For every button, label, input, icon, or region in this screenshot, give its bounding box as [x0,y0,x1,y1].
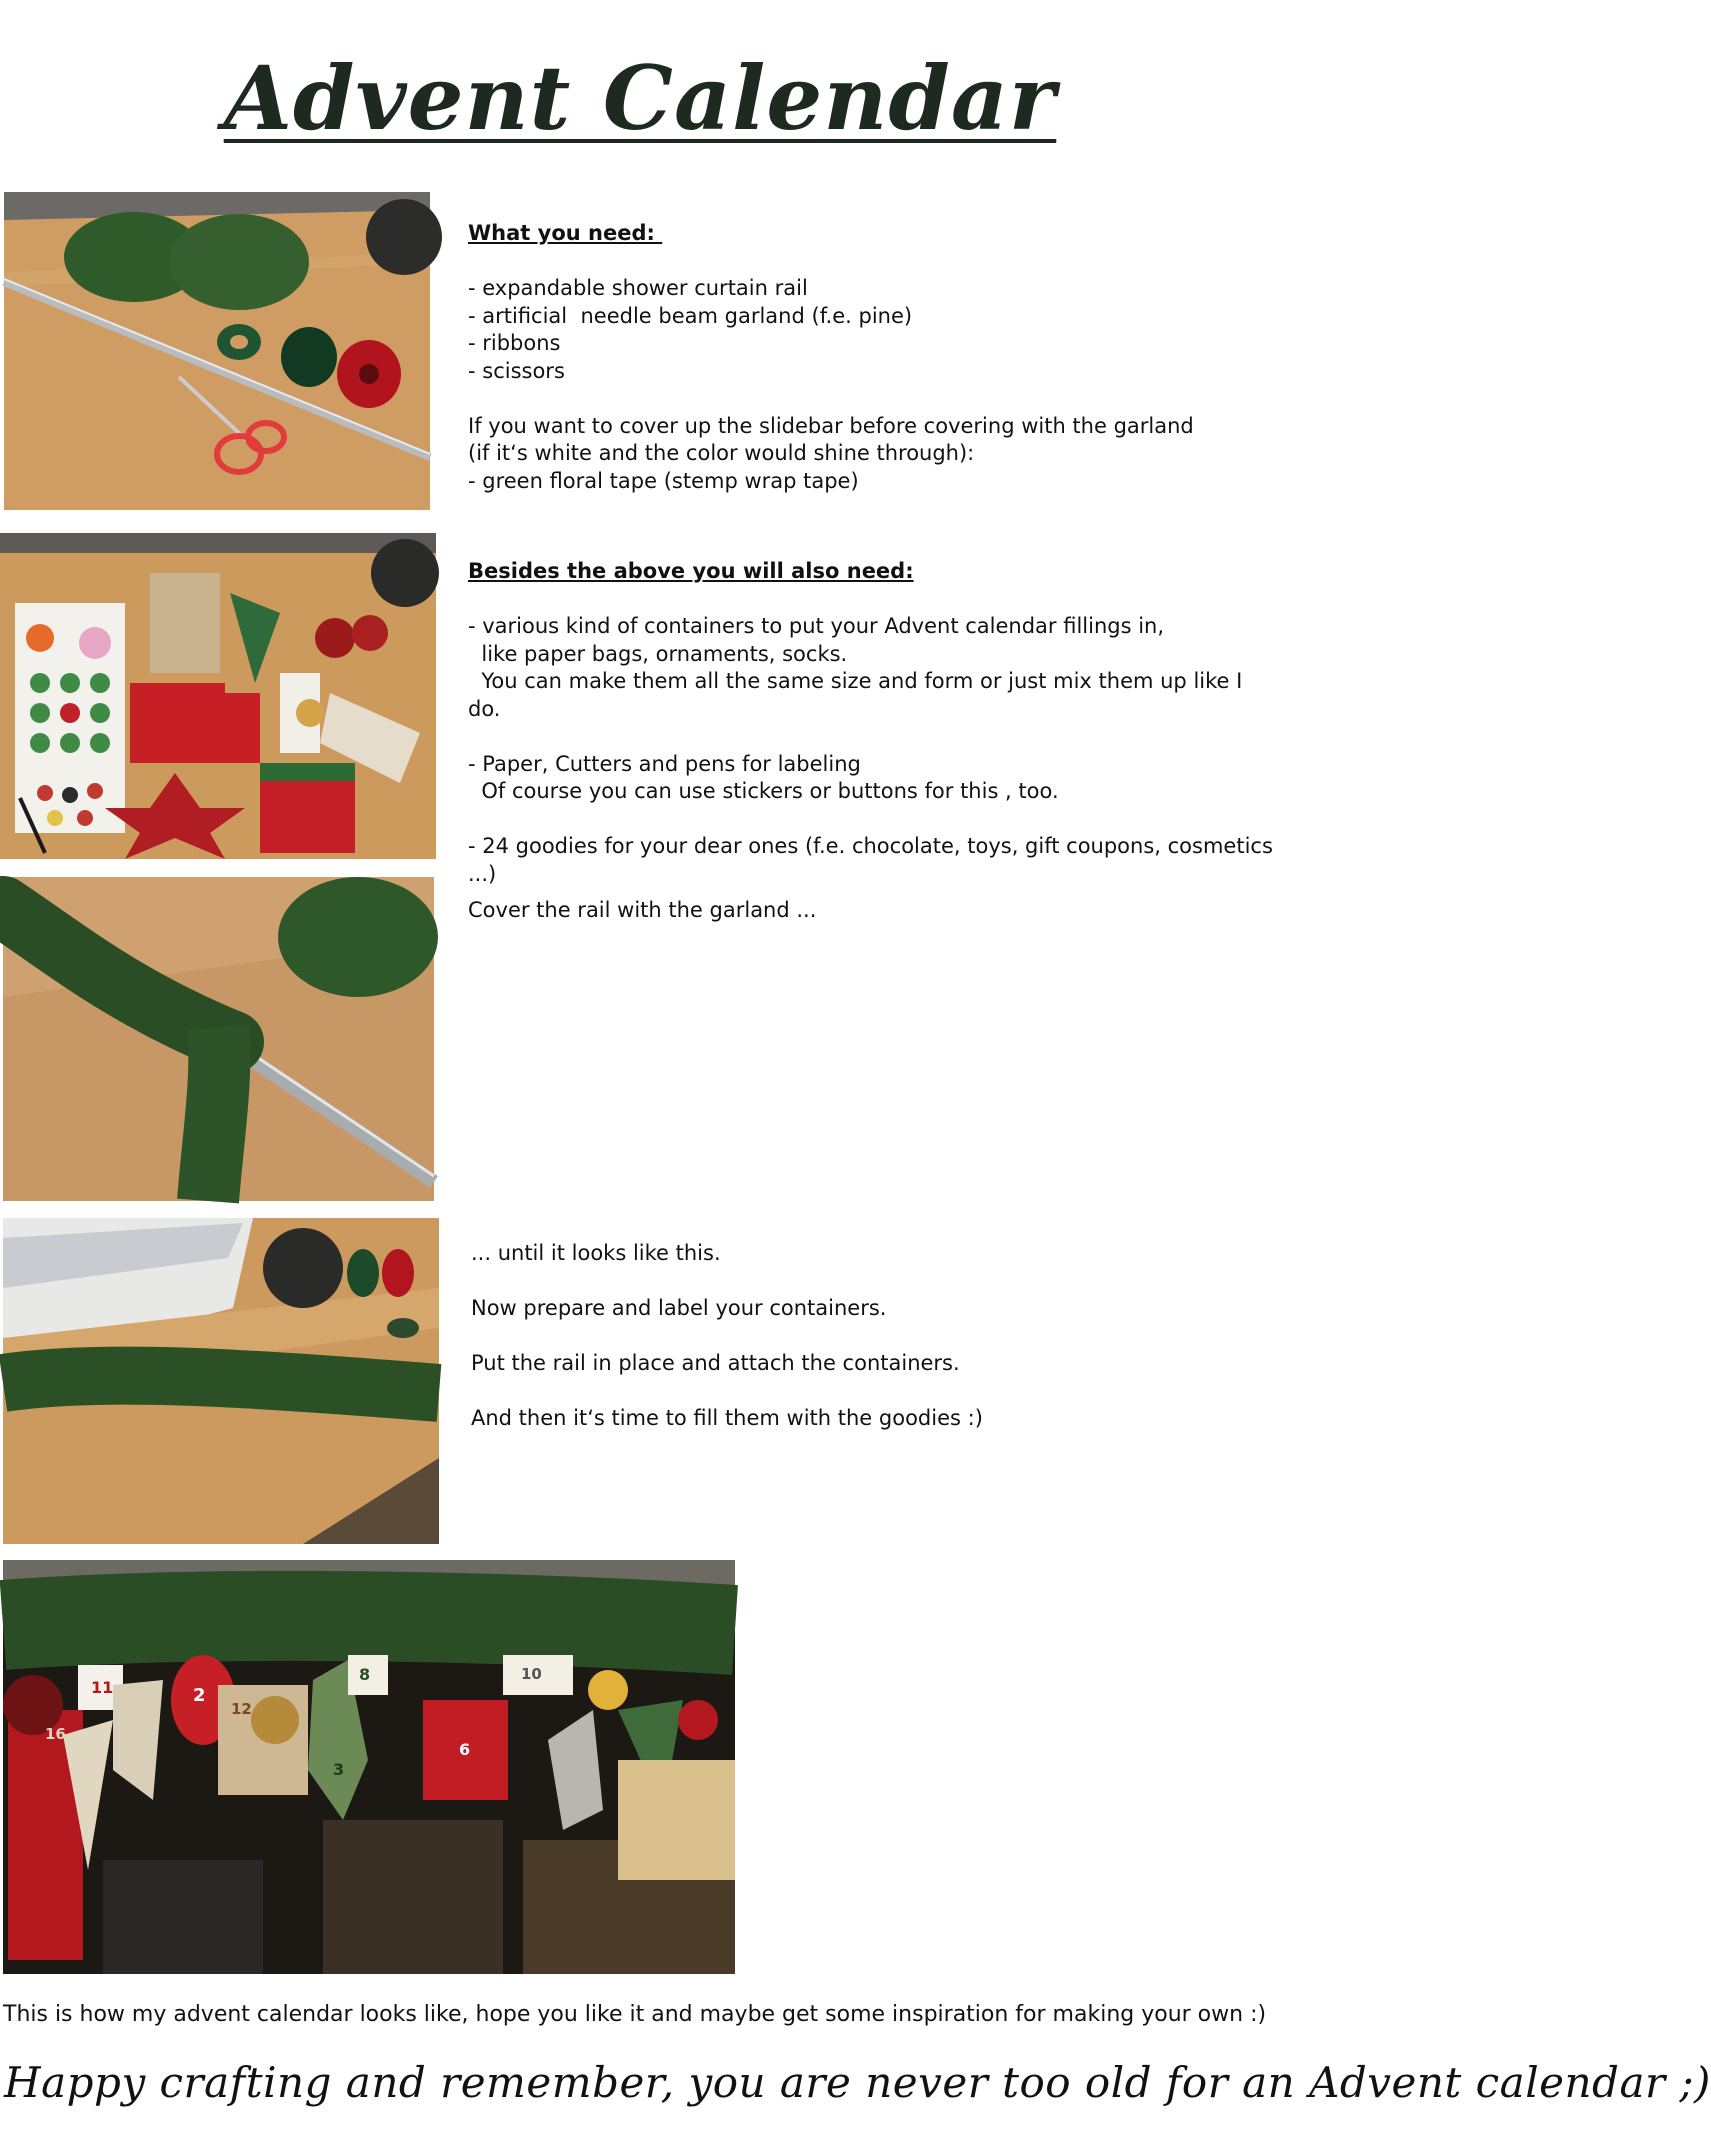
covering-rail-photo [3,877,434,1201]
day-label: 6 [459,1740,471,1759]
note-line: (if it‘s white and the color would shine through): [468,441,975,465]
what-you-need-heading: What you need: [468,221,663,245]
list-item: - artificial needle beam garland (f.e. pine) [468,303,913,328]
day-label: 11 [91,1678,114,1697]
day-label: 10 [521,1665,542,1683]
day-label: 3 [333,1760,345,1779]
step3-text [468,897,1258,925]
step4-line: Put the rail in place and attach the containers. [471,1351,960,1375]
step2-text [468,558,1280,888]
also-need-heading: Besides the above you will also need: [468,559,914,583]
list-item: - various kind of containers to put your Advent calendar fillings in, [468,614,1165,638]
list-item: like paper bags, ornaments, socks. [468,641,848,666]
finished-calendar-photo [3,1560,735,1974]
list-item: - 24 goodies for your dear ones (f.e. chocolate, toys, gift coupons, cosmetics ...) [468,834,1280,886]
closing-line: Happy crafting and remember, you are never too old for an Advent calendar ;) [4,2058,1711,2107]
covered-rail-photo [3,1218,439,1544]
ribbon-spool [347,1249,379,1297]
step4-line: Now prepare and label your containers. [471,1296,887,1320]
garland [208,1027,219,1201]
step4-line: ... until it looks like this. [471,1241,721,1265]
list-item: Of course you can use stickers or buttons for this , too. [468,779,1059,803]
list-item: - Paper, Cutters and pens for labeling [468,751,861,776]
note-line: - green floral tape (stemp wrap tape) [468,468,859,493]
step1-text [468,220,1258,495]
list-item: - scissors [468,358,565,383]
bauble [251,1696,299,1744]
garland [3,1616,735,1630]
ribbon-spool [281,327,337,387]
garland [3,1376,439,1393]
page-title: Advent Calendar [223,46,1057,150]
day-label: 16 [45,1725,66,1743]
step4-line: And then it‘s time to fill them with the goodies :) [471,1406,983,1430]
ribbon-spool [382,1249,414,1297]
containers-photo [0,533,436,859]
list-item: You can make them all the same size and form or just mix them up like I do. [468,669,1249,721]
garland-coil [278,877,438,997]
note-line: If you want to cover up the slidebar before covering with the garland [468,413,1194,438]
step3-line: Cover the rail with the garland ... [468,898,817,922]
day-label: 2 [193,1685,206,1706]
garland-coil [169,214,309,310]
final-caption: This is how my advent calendar looks like, hope you like it and maybe get some inspiration for making your own :) [3,2002,1267,2027]
list-item: - expandable shower curtain rail [468,276,808,300]
day-label: 8 [359,1665,371,1684]
step4-text [471,1240,1261,1433]
gift-box [618,1760,735,1880]
materials-photo [4,192,430,510]
list-item: - ribbons [468,331,561,355]
day-label: 12 [231,1700,252,1718]
